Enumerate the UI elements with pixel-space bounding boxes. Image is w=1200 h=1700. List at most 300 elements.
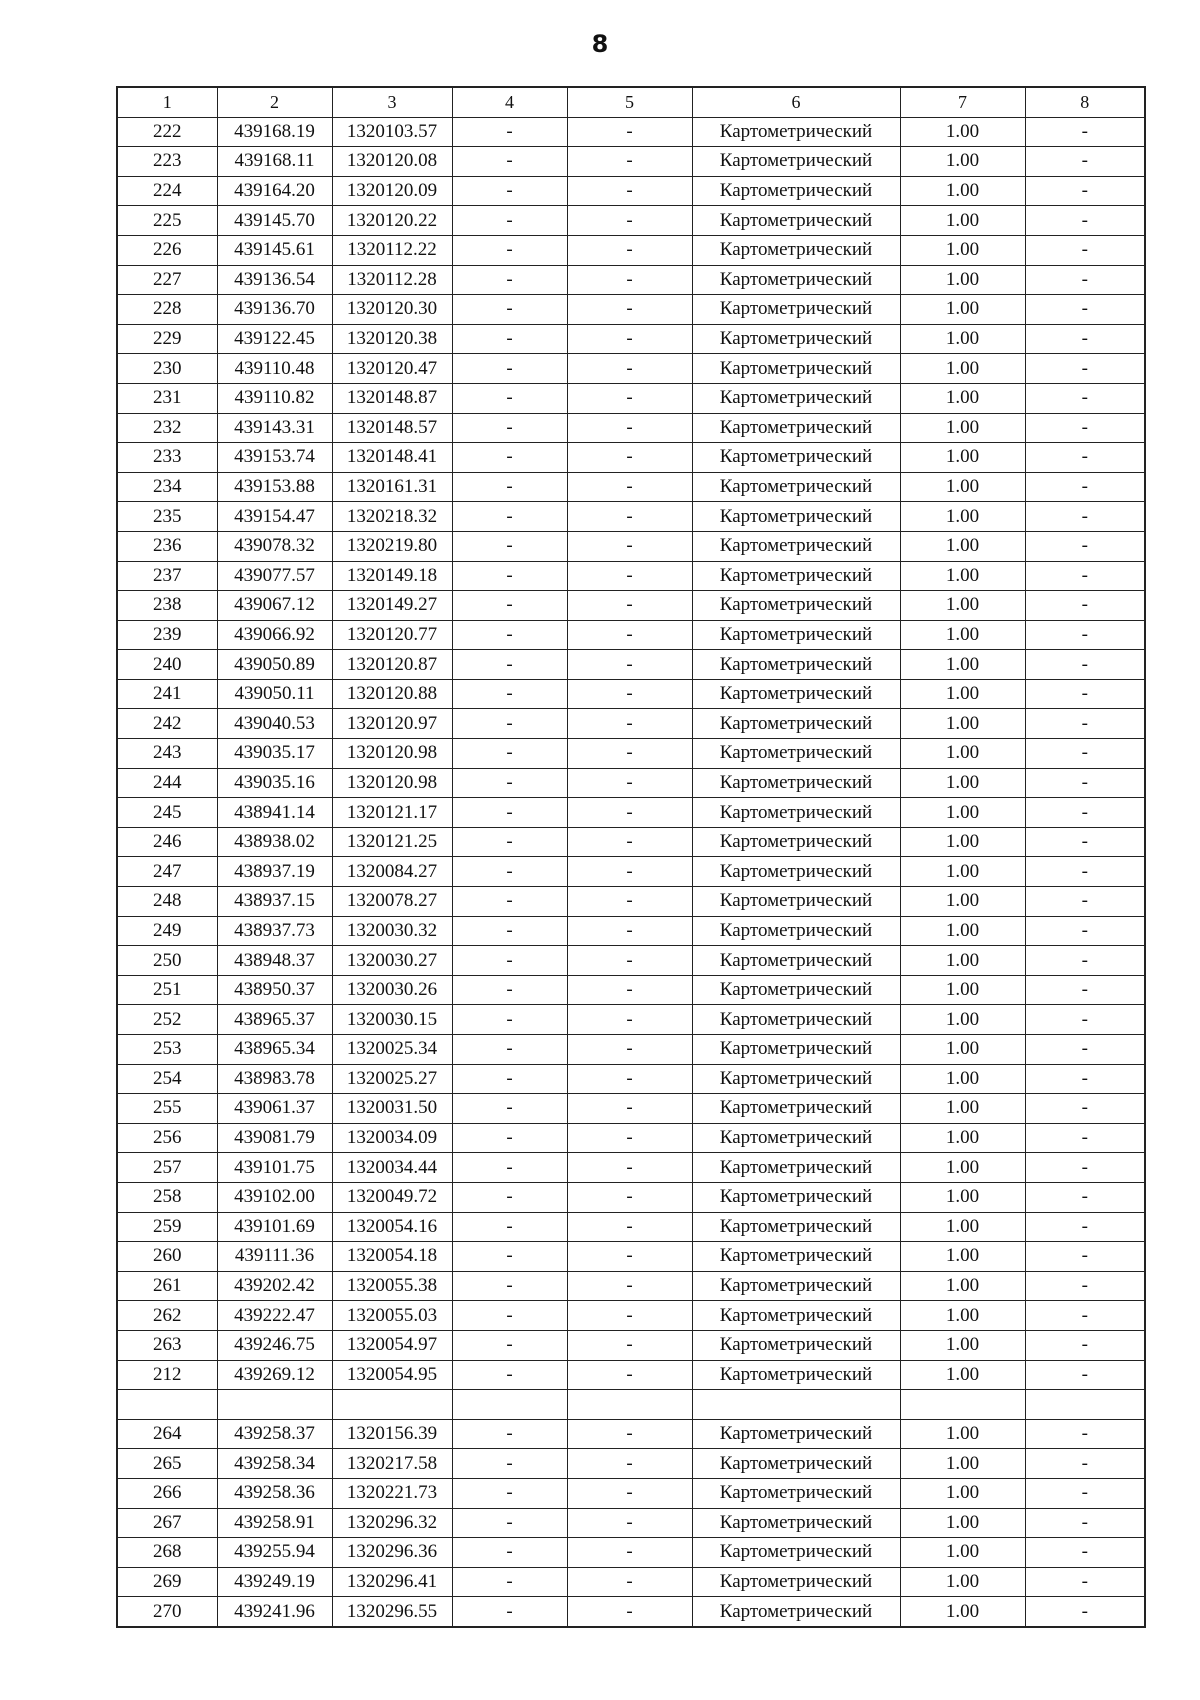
cell-method: Картометрический: [692, 354, 900, 384]
cell-col-5: -: [567, 620, 692, 650]
cell-col-5: -: [567, 383, 692, 413]
cell-col-5: -: [567, 1597, 692, 1627]
cell-accuracy: [900, 1390, 1025, 1420]
cell-x-coordinate: 439241.96: [217, 1597, 332, 1627]
cell-y-coordinate: 1320120.30: [332, 295, 452, 325]
table-row: [117, 1330, 1145, 1360]
cell-col-5: -: [567, 1123, 692, 1153]
cell-col-5: -: [567, 354, 692, 384]
cell-y-coordinate: 1320296.36: [332, 1538, 452, 1568]
cell-accuracy: 1.00: [900, 798, 1025, 828]
cell-col-5: -: [567, 1153, 692, 1183]
cell-y-coordinate: 1320120.77: [332, 620, 452, 650]
table-row: [117, 383, 1145, 413]
cell-x-coordinate: 439145.70: [217, 206, 332, 236]
cell-y-coordinate: 1320121.17: [332, 798, 452, 828]
cell-col-8: -: [1025, 1330, 1145, 1360]
cell-col-5: -: [567, 1538, 692, 1568]
table-row: [117, 1360, 1145, 1390]
cell-x-coordinate: 438965.34: [217, 1035, 332, 1065]
cell-col-4: -: [452, 1064, 567, 1094]
cell-col-4: -: [452, 975, 567, 1005]
cell-col-5: -: [567, 324, 692, 354]
cell-col-5: -: [567, 235, 692, 265]
cell-accuracy: 1.00: [900, 887, 1025, 917]
cell-col-8: -: [1025, 1449, 1145, 1479]
cell-col-4: -: [452, 709, 567, 739]
cell-col-5: -: [567, 827, 692, 857]
cell-x-coordinate: 439258.34: [217, 1449, 332, 1479]
cell-col-4: -: [452, 620, 567, 650]
cell-col-5: -: [567, 265, 692, 295]
cell-col-5: -: [567, 443, 692, 473]
table-row: [117, 1449, 1145, 1479]
column-header-1: 1: [117, 87, 217, 117]
header-row: [117, 87, 1145, 117]
cell-method: Картометрический: [692, 768, 900, 798]
cell-accuracy: 1.00: [900, 857, 1025, 887]
cell-method: Картометрический: [692, 650, 900, 680]
cell-y-coordinate: 1320120.22: [332, 206, 452, 236]
cell-x-coordinate: 439081.79: [217, 1123, 332, 1153]
cell-col-8: -: [1025, 265, 1145, 295]
cell-col-8: -: [1025, 916, 1145, 946]
cell-y-coordinate: 1320030.32: [332, 916, 452, 946]
cell-col-8: -: [1025, 1212, 1145, 1242]
cell-point-number: 252: [117, 1005, 217, 1035]
cell-col-4: -: [452, 413, 567, 443]
cell-method: Картометрический: [692, 1330, 900, 1360]
cell-col-4: -: [452, 1182, 567, 1212]
cell-col-8: -: [1025, 235, 1145, 265]
cell-point-number: [117, 1390, 217, 1420]
cell-col-8: -: [1025, 472, 1145, 502]
cell-accuracy: 1.00: [900, 383, 1025, 413]
table-row: [117, 1064, 1145, 1094]
cell-point-number: 268: [117, 1538, 217, 1568]
table-row: [117, 1419, 1145, 1449]
cell-col-4: -: [452, 1478, 567, 1508]
cell-col-4: -: [452, 324, 567, 354]
cell-y-coordinate: 1320030.27: [332, 946, 452, 976]
cell-accuracy: 1.00: [900, 709, 1025, 739]
cell-col-5: -: [567, 798, 692, 828]
cell-col-8: -: [1025, 413, 1145, 443]
cell-col-4: -: [452, 887, 567, 917]
cell-x-coordinate: 439035.16: [217, 768, 332, 798]
column-header-3: 3: [332, 87, 452, 117]
cell-method: Картометрический: [692, 1064, 900, 1094]
cell-col-8: -: [1025, 1094, 1145, 1124]
cell-col-8: -: [1025, 650, 1145, 680]
cell-y-coordinate: 1320078.27: [332, 887, 452, 917]
cell-col-8: -: [1025, 1005, 1145, 1035]
cell-accuracy: 1.00: [900, 1360, 1025, 1390]
cell-point-number: 244: [117, 768, 217, 798]
cell-method: Картометрический: [692, 1538, 900, 1568]
cell-point-number: 232: [117, 413, 217, 443]
cell-accuracy: 1.00: [900, 265, 1025, 295]
cell-method: Картометрический: [692, 295, 900, 325]
cell-method: Картометрический: [692, 147, 900, 177]
cell-method: Картометрический: [692, 857, 900, 887]
cell-x-coordinate: 439258.36: [217, 1478, 332, 1508]
cell-y-coordinate: 1320120.87: [332, 650, 452, 680]
cell-col-5: -: [567, 1242, 692, 1272]
table-row: [117, 413, 1145, 443]
cell-accuracy: 1.00: [900, 206, 1025, 236]
cell-y-coordinate: 1320054.97: [332, 1330, 452, 1360]
table-row: [117, 1301, 1145, 1331]
cell-method: Картометрический: [692, 591, 900, 621]
cell-col-5: -: [567, 1567, 692, 1597]
cell-accuracy: 1.00: [900, 1064, 1025, 1094]
cell-method: Картометрический: [692, 1419, 900, 1449]
cell-method: Картометрический: [692, 916, 900, 946]
cell-point-number: 267: [117, 1508, 217, 1538]
cell-col-8: -: [1025, 591, 1145, 621]
cell-col-8: -: [1025, 324, 1145, 354]
cell-point-number: 261: [117, 1271, 217, 1301]
cell-point-number: 243: [117, 739, 217, 769]
cell-col-5: -: [567, 916, 692, 946]
cell-y-coordinate: 1320161.31: [332, 472, 452, 502]
table-row: [117, 887, 1145, 917]
cell-col-8: -: [1025, 443, 1145, 473]
cell-point-number: 224: [117, 176, 217, 206]
column-header-8: 8: [1025, 87, 1145, 117]
table-row: [117, 117, 1145, 147]
cell-col-4: -: [452, 1538, 567, 1568]
cell-method: Картометрический: [692, 413, 900, 443]
table-row: [117, 1508, 1145, 1538]
cell-col-4: -: [452, 265, 567, 295]
cell-method: Картометрический: [692, 975, 900, 1005]
cell-col-4: -: [452, 1153, 567, 1183]
cell-col-5: -: [567, 946, 692, 976]
cell-accuracy: 1.00: [900, 1449, 1025, 1479]
cell-col-5: -: [567, 295, 692, 325]
cell-point-number: 249: [117, 916, 217, 946]
cell-col-4: -: [452, 798, 567, 828]
cell-col-4: -: [452, 916, 567, 946]
cell-method: Картометрический: [692, 561, 900, 591]
cell-col-8: -: [1025, 206, 1145, 236]
cell-point-number: 222: [117, 117, 217, 147]
column-header-7: 7: [900, 87, 1025, 117]
cell-x-coordinate: 439050.89: [217, 650, 332, 680]
cell-point-number: 257: [117, 1153, 217, 1183]
cell-col-4: -: [452, 1035, 567, 1065]
cell-point-number: 227: [117, 265, 217, 295]
table-row: [117, 946, 1145, 976]
cell-y-coordinate: 1320049.72: [332, 1182, 452, 1212]
table-row: [117, 472, 1145, 502]
cell-accuracy: 1.00: [900, 295, 1025, 325]
cell-col-5: -: [567, 561, 692, 591]
cell-method: Картометрический: [692, 206, 900, 236]
cell-col-5: -: [567, 117, 692, 147]
cell-col-4: -: [452, 1330, 567, 1360]
cell-method: Картометрический: [692, 117, 900, 147]
table-row: [117, 206, 1145, 236]
cell-accuracy: 1.00: [900, 827, 1025, 857]
cell-x-coordinate: [217, 1390, 332, 1420]
cell-col-4: -: [452, 383, 567, 413]
cell-point-number: 266: [117, 1478, 217, 1508]
cell-method: Картометрический: [692, 1182, 900, 1212]
cell-method: Картометрический: [692, 620, 900, 650]
cell-col-8: -: [1025, 946, 1145, 976]
cell-y-coordinate: 1320120.98: [332, 739, 452, 769]
cell-accuracy: 1.00: [900, 1330, 1025, 1360]
cell-point-number: 226: [117, 235, 217, 265]
cell-y-coordinate: 1320055.38: [332, 1271, 452, 1301]
cell-x-coordinate: 438948.37: [217, 946, 332, 976]
cell-point-number: 223: [117, 147, 217, 177]
cell-x-coordinate: 439066.92: [217, 620, 332, 650]
cell-y-coordinate: 1320149.18: [332, 561, 452, 591]
cell-col-8: [1025, 1390, 1145, 1420]
cell-y-coordinate: 1320219.80: [332, 531, 452, 561]
cell-method: Картометрический: [692, 679, 900, 709]
cell-point-number: 253: [117, 1035, 217, 1065]
cell-method: Картометрический: [692, 1242, 900, 1272]
cell-y-coordinate: 1320120.09: [332, 176, 452, 206]
cell-point-number: 238: [117, 591, 217, 621]
cell-accuracy: 1.00: [900, 1153, 1025, 1183]
cell-accuracy: 1.00: [900, 679, 1025, 709]
cell-col-8: -: [1025, 561, 1145, 591]
cell-point-number: 242: [117, 709, 217, 739]
table-row: [117, 620, 1145, 650]
cell-accuracy: 1.00: [900, 502, 1025, 532]
cell-accuracy: 1.00: [900, 324, 1025, 354]
table-row: [117, 561, 1145, 591]
cell-col-4: -: [452, 1005, 567, 1035]
cell-x-coordinate: 439111.36: [217, 1242, 332, 1272]
table-body: [117, 117, 1145, 1627]
cell-x-coordinate: 439077.57: [217, 561, 332, 591]
table-row: [117, 1123, 1145, 1153]
cell-accuracy: 1.00: [900, 147, 1025, 177]
cell-x-coordinate: 439145.61: [217, 235, 332, 265]
cell-col-4: -: [452, 561, 567, 591]
cell-accuracy: 1.00: [900, 1419, 1025, 1449]
cell-col-4: -: [452, 591, 567, 621]
cell-col-8: -: [1025, 147, 1145, 177]
table-row: [117, 176, 1145, 206]
cell-accuracy: 1.00: [900, 1271, 1025, 1301]
cell-col-4: -: [452, 946, 567, 976]
cell-x-coordinate: 439255.94: [217, 1538, 332, 1568]
cell-col-5: -: [567, 739, 692, 769]
cell-col-4: -: [452, 295, 567, 325]
table-row: [117, 1035, 1145, 1065]
cell-y-coordinate: 1320120.47: [332, 354, 452, 384]
cell-x-coordinate: 439078.32: [217, 531, 332, 561]
cell-y-coordinate: 1320030.26: [332, 975, 452, 1005]
table-row: [117, 1212, 1145, 1242]
cell-y-coordinate: 1320120.38: [332, 324, 452, 354]
cell-y-coordinate: 1320296.32: [332, 1508, 452, 1538]
cell-x-coordinate: 439153.74: [217, 443, 332, 473]
cell-point-number: 235: [117, 502, 217, 532]
cell-col-8: -: [1025, 354, 1145, 384]
cell-col-5: -: [567, 679, 692, 709]
cell-accuracy: 1.00: [900, 443, 1025, 473]
cell-y-coordinate: 1320055.03: [332, 1301, 452, 1331]
cell-accuracy: 1.00: [900, 1182, 1025, 1212]
cell-method: Картометрический: [692, 1035, 900, 1065]
cell-method: Картометрический: [692, 502, 900, 532]
table-row: [117, 1005, 1145, 1035]
table-row: [117, 679, 1145, 709]
cell-col-8: -: [1025, 887, 1145, 917]
cell-col-8: -: [1025, 1153, 1145, 1183]
cell-y-coordinate: 1320084.27: [332, 857, 452, 887]
cell-y-coordinate: 1320120.08: [332, 147, 452, 177]
cell-col-8: -: [1025, 620, 1145, 650]
cell-point-number: 212: [117, 1360, 217, 1390]
cell-col-5: -: [567, 591, 692, 621]
cell-point-number: 231: [117, 383, 217, 413]
table-row: [117, 1478, 1145, 1508]
cell-x-coordinate: 438983.78: [217, 1064, 332, 1094]
cell-col-8: -: [1025, 1567, 1145, 1597]
cell-point-number: 251: [117, 975, 217, 1005]
cell-accuracy: 1.00: [900, 1597, 1025, 1627]
cell-y-coordinate: 1320031.50: [332, 1094, 452, 1124]
cell-accuracy: 1.00: [900, 1212, 1025, 1242]
table-row: [117, 827, 1145, 857]
cell-col-4: -: [452, 1567, 567, 1597]
cell-x-coordinate: 439168.19: [217, 117, 332, 147]
cell-method: Картометрический: [692, 798, 900, 828]
cell-y-coordinate: 1320148.87: [332, 383, 452, 413]
cell-x-coordinate: 438937.15: [217, 887, 332, 917]
table-row: [117, 502, 1145, 532]
cell-col-5: -: [567, 1419, 692, 1449]
table-row: [117, 591, 1145, 621]
cell-method: Картометрический: [692, 827, 900, 857]
cell-col-5: -: [567, 472, 692, 502]
cell-method: Картометрический: [692, 887, 900, 917]
cell-x-coordinate: 439222.47: [217, 1301, 332, 1331]
cell-x-coordinate: 439040.53: [217, 709, 332, 739]
cell-col-4: -: [452, 1242, 567, 1272]
cell-y-coordinate: 1320054.16: [332, 1212, 452, 1242]
cell-col-5: -: [567, 1360, 692, 1390]
cell-col-4: -: [452, 739, 567, 769]
column-header-4: 4: [452, 87, 567, 117]
cell-col-8: -: [1025, 798, 1145, 828]
cell-x-coordinate: 439168.11: [217, 147, 332, 177]
cell-x-coordinate: 438965.37: [217, 1005, 332, 1035]
cell-col-4: -: [452, 443, 567, 473]
cell-col-5: -: [567, 1005, 692, 1035]
cell-col-8: -: [1025, 1242, 1145, 1272]
cell-x-coordinate: 438937.73: [217, 916, 332, 946]
cell-y-coordinate: 1320025.34: [332, 1035, 452, 1065]
cell-col-8: -: [1025, 1360, 1145, 1390]
cell-accuracy: 1.00: [900, 1301, 1025, 1331]
cell-col-4: -: [452, 1123, 567, 1153]
cell-y-coordinate: 1320149.27: [332, 591, 452, 621]
cell-col-5: -: [567, 1478, 692, 1508]
cell-col-8: -: [1025, 531, 1145, 561]
table-row: [117, 1182, 1145, 1212]
cell-accuracy: 1.00: [900, 975, 1025, 1005]
cell-point-number: 228: [117, 295, 217, 325]
table-row: [117, 1271, 1145, 1301]
cell-point-number: 225: [117, 206, 217, 236]
table-row: [117, 1538, 1145, 1568]
cell-col-5: -: [567, 1212, 692, 1242]
cell-accuracy: 1.00: [900, 1094, 1025, 1124]
cell-col-8: -: [1025, 1035, 1145, 1065]
cell-method: Картометрический: [692, 709, 900, 739]
column-header-6: 6: [692, 87, 900, 117]
cell-accuracy: 1.00: [900, 591, 1025, 621]
cell-col-8: -: [1025, 1182, 1145, 1212]
cell-y-coordinate: 1320034.44: [332, 1153, 452, 1183]
cell-y-coordinate: 1320148.41: [332, 443, 452, 473]
table-row: [117, 1597, 1145, 1627]
cell-col-5: -: [567, 1449, 692, 1479]
cell-x-coordinate: 439153.88: [217, 472, 332, 502]
cell-x-coordinate: 438938.02: [217, 827, 332, 857]
table-row: [117, 265, 1145, 295]
cell-accuracy: 1.00: [900, 472, 1025, 502]
cell-y-coordinate: 1320034.09: [332, 1123, 452, 1153]
cell-col-5: -: [567, 975, 692, 1005]
table-row: [117, 857, 1145, 887]
cell-x-coordinate: 439249.19: [217, 1567, 332, 1597]
cell-col-5: -: [567, 887, 692, 917]
cell-point-number: 237: [117, 561, 217, 591]
cell-accuracy: 1.00: [900, 916, 1025, 946]
cell-accuracy: 1.00: [900, 1242, 1025, 1272]
cell-col-4: -: [452, 1271, 567, 1301]
cell-y-coordinate: 1320218.32: [332, 502, 452, 532]
table-row: [117, 975, 1145, 1005]
cell-col-4: -: [452, 206, 567, 236]
cell-accuracy: 1.00: [900, 354, 1025, 384]
cell-point-number: 264: [117, 1419, 217, 1449]
cell-accuracy: 1.00: [900, 1567, 1025, 1597]
cell-x-coordinate: 439258.91: [217, 1508, 332, 1538]
cell-point-number: 269: [117, 1567, 217, 1597]
cell-x-coordinate: 439067.12: [217, 591, 332, 621]
cell-col-4: -: [452, 827, 567, 857]
cell-y-coordinate: 1320296.55: [332, 1597, 452, 1627]
cell-col-4: -: [452, 1508, 567, 1538]
cell-point-number: 260: [117, 1242, 217, 1272]
table-row: [117, 1567, 1145, 1597]
table-row: [117, 235, 1145, 265]
cell-accuracy: 1.00: [900, 117, 1025, 147]
cell-col-5: -: [567, 768, 692, 798]
page-number: 8: [591, 30, 609, 58]
cell-col-5: -: [567, 857, 692, 887]
cell-col-4: -: [452, 857, 567, 887]
cell-col-8: -: [1025, 1064, 1145, 1094]
cell-x-coordinate: 439154.47: [217, 502, 332, 532]
cell-col-8: -: [1025, 857, 1145, 887]
cell-point-number: 265: [117, 1449, 217, 1479]
cell-point-number: 247: [117, 857, 217, 887]
